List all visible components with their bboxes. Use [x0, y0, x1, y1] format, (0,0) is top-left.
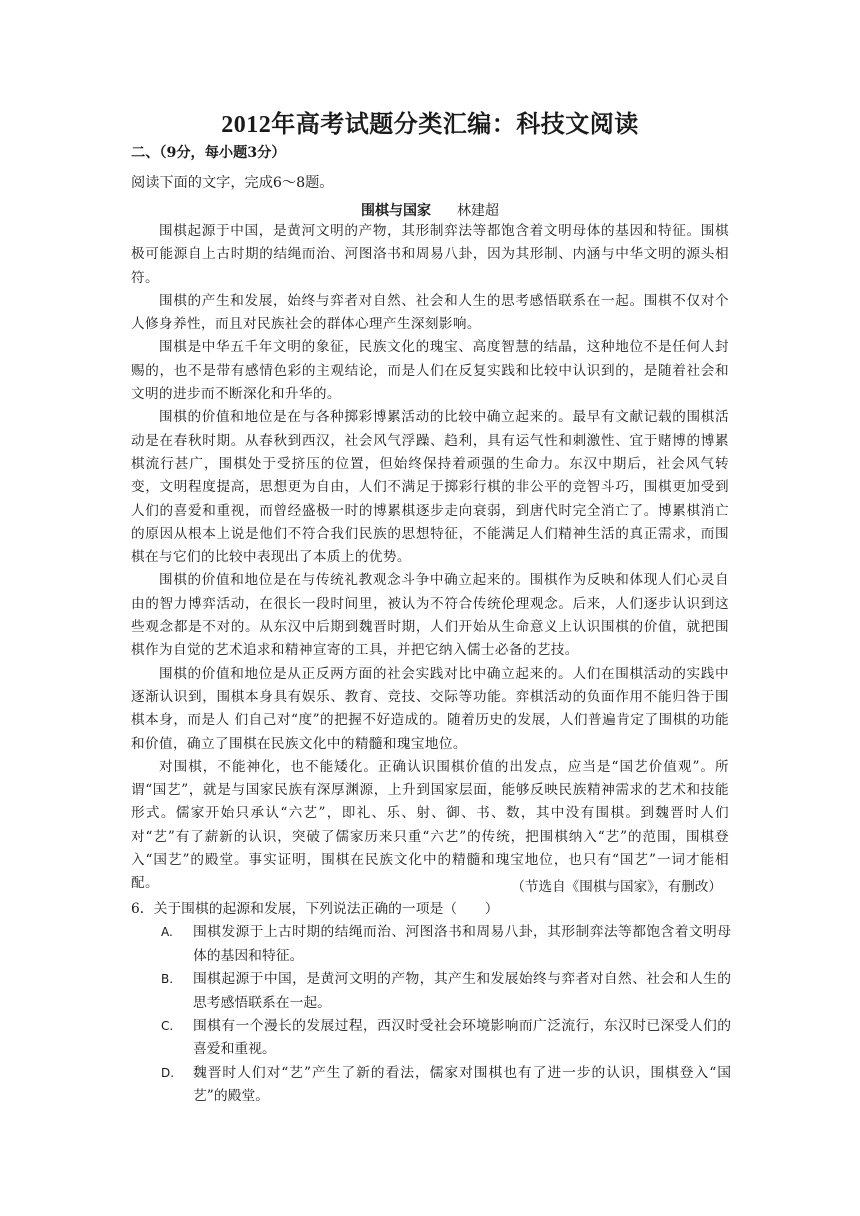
- option-b[interactable]: [131, 968, 731, 1015]
- source-note: （节选自《围棋与国家》，有删改）: [511, 879, 722, 895]
- option-text: 魏晋时人们对“艺”产生了新的看法，儒家对围棋也有了进一步的认识，围棋登入“国艺”的殿堂。: [193, 1064, 731, 1105]
- document-title: 2012年高考试题分类汇编：科技文阅读: [221, 112, 639, 138]
- article-author: 林建超: [457, 203, 499, 219]
- option-text: 围棋发源于上古时期的结绳而治、河图洛书和周易八卦，其形制弈法等都饱含着文明母体的基因和特征。: [193, 924, 731, 964]
- question-stem: 6．关于围棋的起源和发展，下列说法正确的一项是（ ）: [131, 901, 499, 917]
- option-d[interactable]: [131, 1062, 731, 1109]
- article-paragraph: 对围棋，不能神化，也不能矮化。正确认识围棋价值的出发点，应当是“国艺价值观”。所谓“国艺”，就是与国家民族有深厚渊源，上升到国家层面，能够反映民族精神需求的艺术和技能形式。儒家开始只承认“六艺”，即礼、乐、射、御、书、数，其中没有围棋。到魏晋时人们对“艺”有了薪新的认识，突破了儒家历来只重“六艺”的传统，把围棋纳入“艺”的范围，围棋登入“国艺”的殿堂。事实证明，围棋在民族文化中的精髓和瑰宝地位，也只有“国艺”一词才能相配。: [131, 758, 729, 892]
- article-title: 围棋与国家: [361, 203, 431, 219]
- option-text: 围棋起源于中国，是黄河文明的产物，其产生和发展始终与弈者对自然、社会和人生的思考感悟联系在一起。: [193, 971, 731, 1011]
- option-a[interactable]: [131, 921, 731, 968]
- option-c[interactable]: [131, 1015, 731, 1062]
- article-paragraph: 围棋是中华五千年文明的象征，民族文化的瑰宝、高度智慧的结晶，这种地位不是任何人封赐的，也不是带有感情色彩的主观结论，而是人们在反复实践和比较中认识到的，是随着社会和文明的进步而不断深化和升华的。: [131, 339, 729, 403]
- option-label: B.: [161, 972, 174, 987]
- instruction-text: 阅读下面的文字，完成6～8题。: [131, 175, 334, 191]
- article-paragraph: 围棋的价值和地位是在与传统礼教观念斗争中确立起来的。围棋作为反映和体现人们心灵自由的智力博弈活动，在很长一段时间里，被认为不符合传统伦理观念。后来，人们逐步认识到这些观念都是不对的。从东汉中后期到魏晋时期，人们开始从生命意义上认识围棋的价值，就把围棋作为自觉的艺术追求和精神宣寄的工具，并把它纳入儒士必备的艺技。: [131, 572, 729, 659]
- option-label: D.: [161, 1065, 175, 1080]
- article-body: [131, 220, 729, 896]
- option-label: A.: [161, 925, 173, 940]
- question-block: [131, 898, 731, 1109]
- section-heading: 二、（9分，每小题3分）: [131, 145, 286, 161]
- article-paragraph: 围棋的价值和地位是从正反两方面的社会实践对比中确立起来的。人们在围棋活动的实践中逐渐认识到，围棋本身具有娱乐、教育、竞技、交际等功能。弈棋活动的负面作用不能归咎于围棋本身，而是人 们自己对“度”的把握不好造成的。随着历史的发展，人们普遍肯定了围棋的功能和价值，确立了围棋在民族文化中的精髓和瑰宝地位。: [131, 665, 729, 752]
- article-paragraph: 围棋起源于中国，是黄河文明的产物，其形制弈法等都饱含着文明母体的基因和特征。围棋极可能源自上古时期的结绳而治、河图洛书和周易八卦，因为其形制、内涵与中华文明的源头相符。: [131, 223, 729, 286]
- article-paragraph: 围棋的价值和地位是在与各种掷彩博累活动的比较中确立起来的。最早有文献记载的围棋活动是在春秋时期。从春秋到西汉，社会风气浮躁、趋利，具有运气性和刺激性、宜于赌博的博累棋流行甚广，围棋处于受挤压的位置，但始终保持着顽强的生命力。东汉中期后，社会风气转变，文明程度提高，思想更为自由，人们不满足于掷彩行棋的非公平的竞智斗巧，围棋更加受到人们的喜爱和重视，而曾经盛极一时的博累棋逐步走向衰弱，到唐代时完全消亡了。博累棋消亡的原因从根本上说是他们不符合我们民族的思想特征，不能满足人们精神生活的真正需求，而围棋在与它们的比较中表现出了本质上的优势。: [131, 409, 729, 566]
- article-header: [0, 200, 860, 220]
- option-text: 围棋有一个漫长的发展过程，西汉时受社会环境影响而广泛流行，东汉时已深受人们的喜爱和重视。: [193, 1018, 731, 1058]
- article-paragraph: 围棋的产生和发展，始终与弈者对自然、社会和人生的思考感悟联系在一起。围棋不仅对个人修身养性，而且对民族社会的群体心理产生深刻影响。: [131, 292, 729, 333]
- option-label: C.: [161, 1019, 174, 1034]
